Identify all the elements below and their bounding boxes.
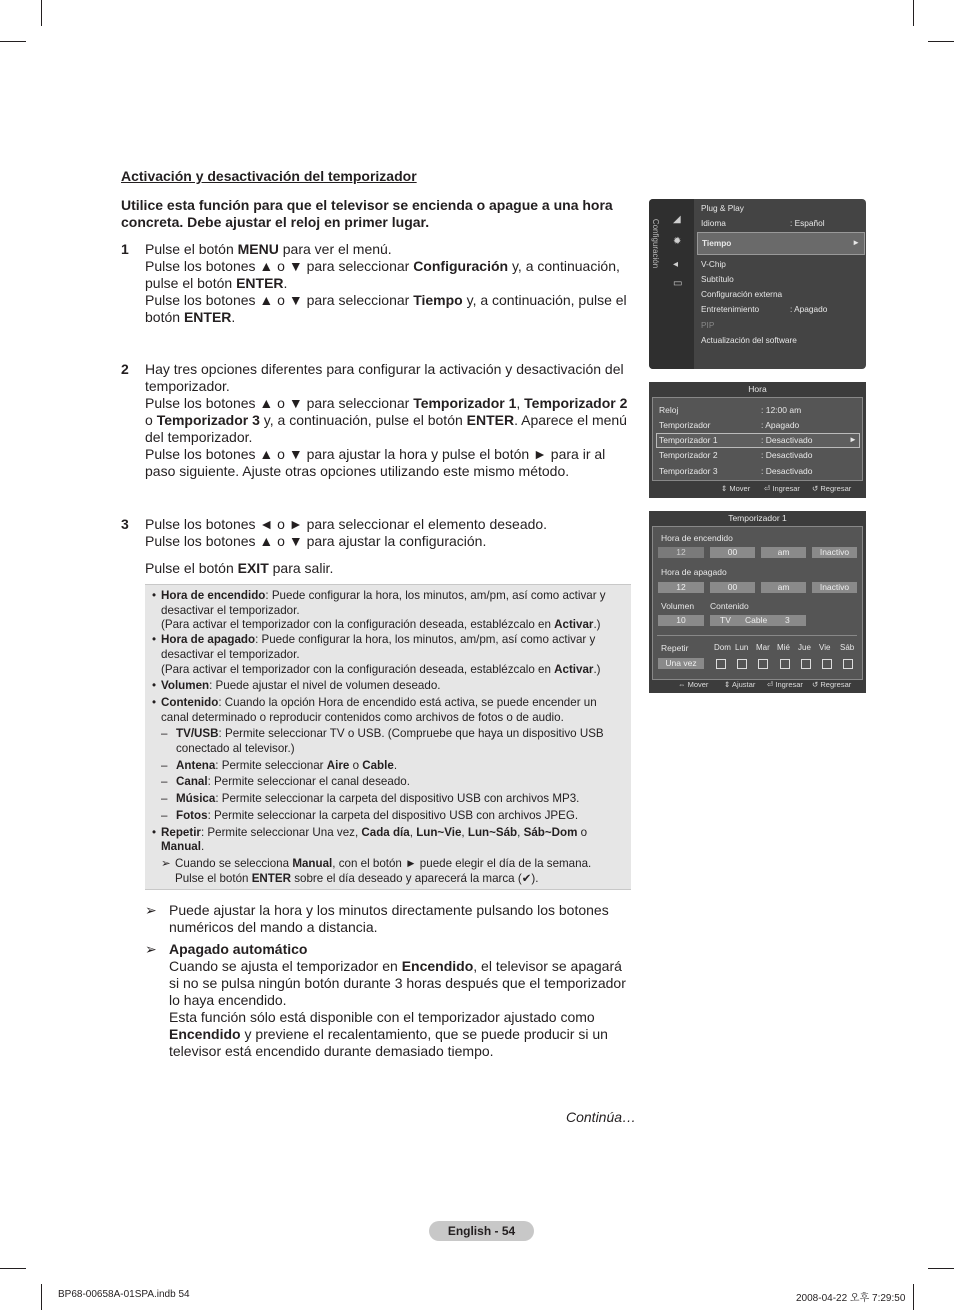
text: (Para activar el temporizador con la configuración deseada, establézcalo en xyxy=(161,618,555,632)
hint-move xyxy=(678,680,708,689)
text: , xyxy=(461,825,468,839)
term: Encendido xyxy=(401,958,474,974)
text: Pulse el botón xyxy=(145,560,238,576)
content-antenna: Cable xyxy=(745,615,768,625)
menu-item-tiempo[interactable] xyxy=(697,232,865,255)
text: , xyxy=(517,825,524,839)
text: : Puede ajustar el nivel de volumen deseado. xyxy=(209,679,441,693)
note-item: • Hora de apagado: Puede configurar la hora, los minutos, am/pm, así como activar y desactivar el temporizador. (Para activar el temporizador con la configuración deseada, establézcalo en Activar.) xyxy=(152,633,601,676)
row-label: Temporizador 3 xyxy=(659,466,718,476)
hint-label: Mover xyxy=(729,484,751,493)
arrow-right-icon: ► xyxy=(849,435,857,444)
sub-item: – Canal: Permite seleccionar el canal deseado. xyxy=(161,775,410,789)
term: Temporizador 1 xyxy=(413,395,517,411)
text: . xyxy=(200,840,205,854)
leftright-icon: ⇔ xyxy=(678,680,686,689)
settings-menu-screen xyxy=(649,199,866,369)
hint-back xyxy=(812,484,851,493)
divider xyxy=(657,635,857,636)
day-label: Jue xyxy=(798,643,811,652)
enter-icon: ⏎ xyxy=(764,484,771,493)
row-label: Reloj xyxy=(659,405,679,415)
sound-icon: ◂ xyxy=(673,259,679,270)
term: Sáb~Dom xyxy=(523,825,578,839)
tip xyxy=(145,902,635,936)
off-ampm-field[interactable]: am xyxy=(761,582,806,593)
step-1 xyxy=(121,241,633,326)
text: . xyxy=(393,758,398,772)
menu-item-idioma[interactable]: Idioma xyxy=(701,218,726,228)
menu-sidebar xyxy=(649,199,694,369)
text: : Permite seleccionar Una vez, xyxy=(200,825,362,839)
term: Cable xyxy=(362,758,394,772)
on-ampm-field[interactable]: am xyxy=(761,547,806,558)
repeat-field[interactable]: Una vez xyxy=(658,658,704,669)
hint-label: Regresar xyxy=(820,484,852,493)
key-exit: EXIT xyxy=(237,560,269,576)
content-label: Contenido xyxy=(710,601,749,611)
text: : Permite seleccionar el canal deseado. xyxy=(207,775,410,789)
hora-panel xyxy=(652,397,863,481)
note-item: • Contenido: Cuando la opción Hora de encendido está activa, se puede encender un canal determinado o reproducir contenidos como archivos de fotos o de audio. xyxy=(152,695,597,724)
section-heading: Activación y desactivación del temporizador xyxy=(121,168,417,184)
screen-title: Temporizador 1 xyxy=(649,511,866,525)
volume-label: Volumen xyxy=(661,601,695,611)
step-number: 2 xyxy=(121,361,129,377)
entretenimiento-value: : Apagado xyxy=(790,304,828,314)
note-item: • Volumen: Puede ajustar el nivel de volumen deseado. xyxy=(152,679,441,693)
sub-note xyxy=(145,857,631,886)
sidebar-label: Configuración xyxy=(651,218,661,269)
term: Activar xyxy=(554,662,594,676)
off-time-label: Hora de apagado xyxy=(661,567,727,577)
text: : Permite seleccionar la carpeta del dispositivo USB con archivos JPEG. xyxy=(207,808,579,822)
term: Fotos xyxy=(176,808,208,822)
updown-icon: ⇕ xyxy=(721,484,728,493)
crop-mark xyxy=(41,1284,42,1310)
row-label: Temporizador 2 xyxy=(659,450,718,460)
text: y, a continuación, pulse el botón xyxy=(259,412,467,428)
day-checkbox[interactable] xyxy=(716,659,726,669)
row-value: : Desactivado xyxy=(761,435,813,445)
updown-icon: ⇕ xyxy=(724,680,731,689)
text: , con el botón ► puede elegir el día de la semana. Pulse el botón xyxy=(175,856,592,885)
step-number: 1 xyxy=(121,241,129,257)
hint-label: Ingresar xyxy=(775,680,803,689)
on-time-label: Hora de encendido xyxy=(661,533,733,543)
tip-title: Apagado automático xyxy=(169,941,308,957)
term: Tiempo xyxy=(413,292,463,308)
gear-icon: ✹ xyxy=(673,236,682,247)
intro-text: Utilice esta función para que el televisor se encienda o apague a una hora concreta. Debe ajustar el reloj en primer lugar. xyxy=(121,197,613,230)
term: Volumen xyxy=(161,679,210,693)
term: Manual xyxy=(161,840,201,854)
text: Puede ajustar la hora y los minutos directamente pulsando los botones numéricos del mando a distancia. xyxy=(169,902,609,935)
timer-screen xyxy=(649,511,866,693)
text: : Permite seleccionar TV o USB. (Compruebe que haya un dispositivo USB conectado al televisor.) xyxy=(176,727,604,756)
hint-back xyxy=(812,680,851,689)
hint-label: Regresar xyxy=(820,680,852,689)
row-label: Temporizador xyxy=(659,420,711,430)
text: sobre el día deseado y aparecerá la marca (✔). xyxy=(291,871,539,885)
on-hour-field[interactable]: 12 xyxy=(658,547,704,558)
text: Pulse los botones ▲ o ▼ para seleccionar xyxy=(145,395,414,411)
crop-mark xyxy=(913,1284,914,1310)
term: Configuración xyxy=(413,258,509,274)
term: TV/USB xyxy=(176,727,219,741)
menu-item-plug-play[interactable]: Plug & Play xyxy=(701,203,744,213)
term: Canal xyxy=(176,775,208,789)
text: o xyxy=(577,825,588,839)
day-label: Vie xyxy=(819,643,831,652)
sub-item: – TV/USB: Permite seleccionar TV o USB. (Compruebe que haya un dispositivo USB conectado al televisor.) xyxy=(161,727,604,756)
term: Lun~Vie xyxy=(416,825,462,839)
text: Hay tres opciones diferentes para configurar la activación y desactivación del temporizador. xyxy=(145,361,624,394)
crop-mark xyxy=(0,1268,26,1269)
page-number: English - 54 xyxy=(429,1221,534,1241)
day-checkbox[interactable] xyxy=(801,659,811,669)
text: . xyxy=(283,275,288,291)
hint-label: Mover xyxy=(687,680,709,689)
menu-item-subtitulo[interactable]: Subtítulo xyxy=(701,274,734,284)
hint-move xyxy=(721,484,750,493)
off-minute-field[interactable]: 00 xyxy=(710,582,755,593)
crop-mark xyxy=(0,41,26,42)
repeat-label: Repetir xyxy=(661,643,689,653)
term: Aire xyxy=(326,758,350,772)
row-value: : Desactivado xyxy=(761,466,813,476)
text: . Aparece el menú del temporizador. xyxy=(145,412,627,445)
term: Hora de apagado xyxy=(161,633,256,647)
text: Pulse los botones ▲ o ▼ para seleccionar xyxy=(145,292,414,308)
day-label: Sáb xyxy=(840,643,855,652)
hint-adjust xyxy=(724,680,755,689)
menu-item-pip: PIP xyxy=(701,320,715,330)
volume-field[interactable]: 10 xyxy=(658,615,704,626)
note-item: • Hora de encendido: Puede configurar la hora, los minutos, am/pm, así como activar y desactivar el temporizador. (Para activar el temporizador con la configuración deseada, establézcalo en Activar.) xyxy=(152,589,606,632)
return-icon: ↺ xyxy=(812,680,819,689)
on-minute-field[interactable]: 00 xyxy=(710,547,755,558)
text: para salir. xyxy=(268,560,334,576)
step-3 xyxy=(121,516,633,577)
menu-item-config-externa[interactable]: Configuración externa xyxy=(701,289,783,299)
notes-box xyxy=(145,584,631,890)
day-checkbox[interactable] xyxy=(737,659,747,669)
sub-item: – Antena: Permite seleccionar Aire o Cable. xyxy=(161,758,398,772)
arrow-right-icon: ► xyxy=(852,238,860,247)
term: Cada día xyxy=(361,825,410,839)
term: Repetir xyxy=(161,825,201,839)
text: para ver el menú. xyxy=(278,241,392,257)
content-channel: 3 xyxy=(785,615,790,625)
hint-enter xyxy=(767,680,803,689)
day-checkbox[interactable] xyxy=(843,659,853,669)
text: (Para activar el temporizador con la configuración deseada, establézcalo en xyxy=(161,662,555,676)
text: y previene el recalentamiento, que se puede producir si un televisor está encendido durante demasiado tiempo. xyxy=(169,1026,608,1059)
text: , xyxy=(516,395,525,411)
hora-screen xyxy=(649,382,866,498)
menu-item-actualizacion[interactable]: Actualización del software xyxy=(701,335,797,345)
text: Cuando se selecciona xyxy=(175,856,293,870)
day-checkbox[interactable] xyxy=(822,659,832,669)
text: Cuando se ajusta el temporizador en xyxy=(169,958,402,974)
text: : Permite seleccionar la carpeta del dispositivo USB con archivos MP3. xyxy=(215,792,580,806)
timer-panel xyxy=(652,526,863,680)
return-icon: ↺ xyxy=(812,484,819,493)
sub-item: – Fotos: Permite seleccionar la carpeta del dispositivo USB con archivos JPEG. xyxy=(161,808,579,822)
text: Pulse el botón xyxy=(145,241,238,257)
term: Música xyxy=(176,792,216,806)
key-enter: ENTER xyxy=(236,275,284,291)
text: Pulse los botones ▲ o ▼ para seleccionar xyxy=(145,258,414,274)
footer-file: BP68-00658A-01SPA.indb 54 xyxy=(58,1289,190,1300)
row-label: Temporizador 1 xyxy=(659,435,718,445)
day-label: Lun xyxy=(735,643,749,652)
text: y, a continuación, pulse el botón xyxy=(145,258,620,291)
content-field[interactable] xyxy=(710,615,806,626)
picture-icon: ◢ xyxy=(673,214,681,225)
text: o xyxy=(145,412,157,428)
text: .) xyxy=(593,618,601,632)
key-enter: ENTER xyxy=(466,412,515,428)
off-hour-field[interactable]: 12 xyxy=(658,582,704,593)
on-active-field[interactable]: Inactivo xyxy=(812,547,857,558)
menu-item-entretenimiento[interactable]: Entretenimiento xyxy=(701,304,760,314)
term: Contenido xyxy=(161,695,219,709)
hint-label: Ingresar xyxy=(772,484,800,493)
sub-item: – Música: Permite seleccionar la carpeta del dispositivo USB con archivos MP3. xyxy=(161,792,580,806)
row-value: : Desactivado xyxy=(761,450,813,460)
text: y, a continuación, pulse el botón xyxy=(145,292,627,325)
text: o xyxy=(349,758,363,772)
day-label: Dom xyxy=(714,643,731,652)
text: : Cuando la opción Hora de encendido está activa, se puede encender un canal determinado o reproducir contenidos como archivos de fotos o de audio. xyxy=(161,695,597,724)
tips xyxy=(145,902,635,1065)
term: Activar xyxy=(554,618,594,632)
key-enter: ENTER xyxy=(183,309,232,325)
crop-mark xyxy=(41,0,42,26)
term: Temporizador 2 xyxy=(524,395,628,411)
term: Lun~Sáb xyxy=(467,825,518,839)
text: .) xyxy=(593,662,601,676)
footer-date: 2008-04-22 오후 7:29:50 xyxy=(796,1293,906,1304)
tip xyxy=(145,941,635,1060)
screen-title: Hora xyxy=(649,382,866,396)
text: Pulse los botones ▲ o ▼ para ajustar la hora y pulse el botón ► para ir al paso siguiente. Ajuste otras opciones utilizando este mismo método. xyxy=(145,446,606,479)
content-source: TV xyxy=(720,615,731,625)
row-value: : 12:00 am xyxy=(761,405,802,415)
arrow-icon: ➢ xyxy=(145,902,157,918)
text: , el televisor se apagará si no se pulsa ningún botón durante 3 horas después que el temporizador lo haya encendido. xyxy=(169,958,626,1008)
day-label: Mié xyxy=(777,643,790,652)
crop-mark xyxy=(928,41,954,42)
crop-mark xyxy=(913,0,914,26)
step-number: 3 xyxy=(121,516,129,532)
step-2 xyxy=(121,361,633,480)
text: : Permite seleccionar xyxy=(215,758,327,772)
idioma-value: : Español xyxy=(790,218,825,228)
arrow-icon: ➢ xyxy=(161,856,171,870)
day-checkbox[interactable] xyxy=(780,659,790,669)
hint-enter xyxy=(764,484,800,493)
term: Encendido xyxy=(169,1026,241,1042)
row-value: : Apagado xyxy=(761,420,800,430)
menu-item-vchip[interactable]: V-Chip xyxy=(701,259,726,269)
text: , xyxy=(409,825,417,839)
term: ENTER xyxy=(251,871,291,885)
text: : Puede configurar la hora, los minutos, am/pm, así como activar y desactivar el temporizador. xyxy=(161,633,596,661)
text: . xyxy=(231,309,236,325)
enter-icon: ⏎ xyxy=(767,680,774,689)
continued-label: Continúa… xyxy=(566,1109,637,1125)
hint-label: Ajustar xyxy=(731,680,756,689)
text: Pulse los botones ▲ o ▼ para ajustar la configuración. xyxy=(145,533,487,549)
note-item: • Repetir: Permite seleccionar Una vez, Cada día, Lun~Vie, Lun~Sáb, Sáb~Dom o Manual. xyxy=(152,825,588,854)
term: Manual xyxy=(292,856,333,870)
key-menu: MENU xyxy=(237,241,279,257)
day-checkbox[interactable] xyxy=(758,659,768,669)
text: Esta función sólo está disponible con el temporizador ajustado como xyxy=(169,1009,595,1025)
arrow-icon: ➢ xyxy=(145,941,157,957)
menu-item-label: Tiempo xyxy=(702,238,732,248)
text: : Puede configurar la hora, los minutos, am/pm, así como activar y desactivar el temporizador. xyxy=(161,589,606,617)
off-active-field[interactable]: Inactivo xyxy=(812,582,857,593)
term: Temporizador 3 xyxy=(156,412,260,428)
term: Hora de encendido xyxy=(161,589,266,602)
term: Antena xyxy=(176,758,216,772)
text: Pulse los botones ◄ o ► para seleccionar el elemento deseado. xyxy=(145,516,548,532)
input-icon: ▭ xyxy=(673,278,683,289)
crop-mark xyxy=(928,1268,954,1269)
day-label: Mar xyxy=(756,643,770,652)
